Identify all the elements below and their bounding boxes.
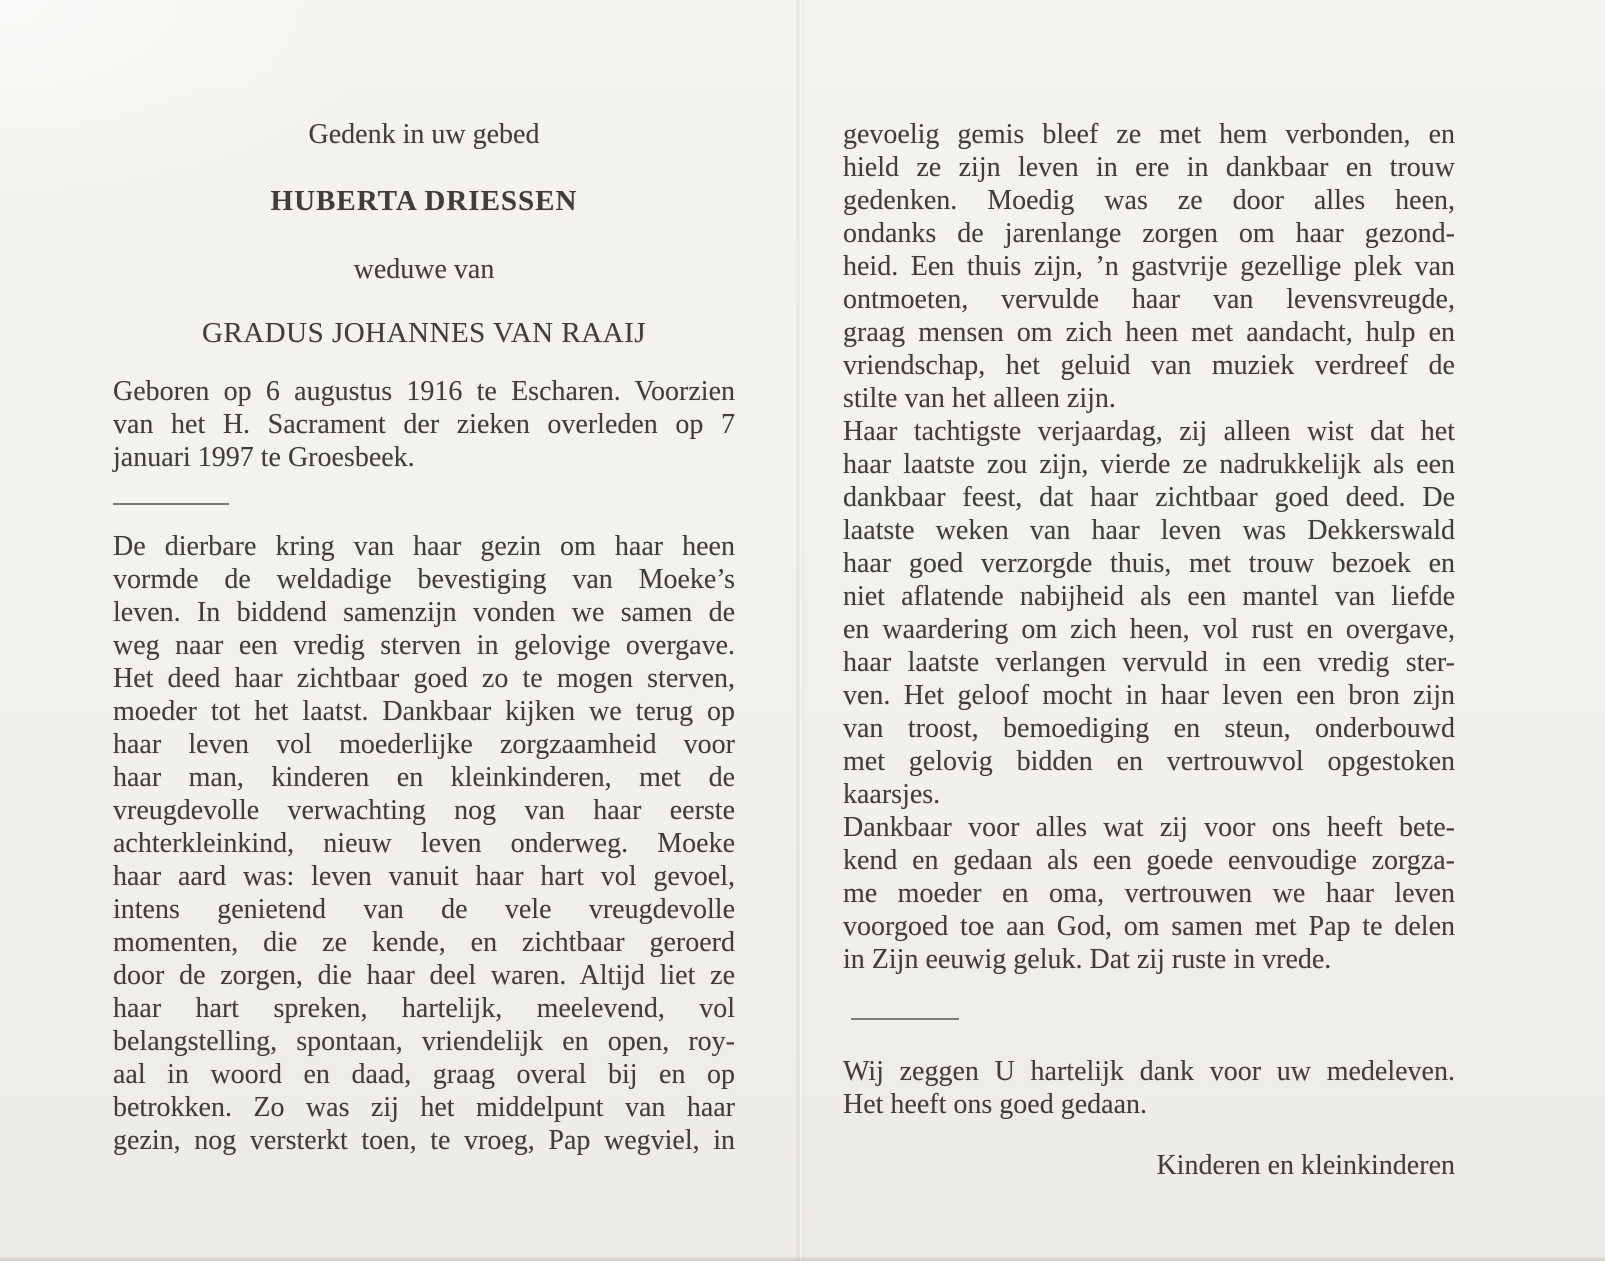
paragraph	[843, 811, 1455, 976]
text-line: gezin, nog versterkt toen, te vroeg, Pap wegviel, in	[113, 1125, 735, 1156]
left-body-paragraph	[113, 530, 735, 1157]
signature-line: Kinderen en kleinkinderen	[1156, 1150, 1455, 1181]
text-line: stilte van het alleen zijn.	[843, 383, 1116, 414]
vital-record-paragraph	[113, 375, 735, 474]
text-line: met gelovig bidden en vertrouwvol opgestoken	[843, 746, 1455, 777]
text-line: door de zorgen, die haar deel waren. Altijd liet ze	[113, 960, 735, 991]
right-page	[843, 118, 1455, 1182]
text-line: haar aard was: leven vanuit haar hart vol gevoel,	[113, 861, 735, 892]
text-line: vormde de weldadige bevestiging van Moeke’s	[113, 564, 735, 595]
text-line: vriendschap, het geluid van muziek verdreef de	[843, 350, 1455, 381]
text-line: haar leven vol moederlijke zorgzaamheid voor	[113, 729, 735, 760]
paragraph	[843, 118, 1455, 415]
deceased-name-heading: HUBERTA DRIESSEN	[270, 185, 578, 217]
text-line: haar man, kinderen en kleinkinderen, met de	[113, 762, 735, 793]
text-line: me moeder en oma, vertrouwen we haar leven	[843, 878, 1455, 909]
text-line: januari 1997 te Groesbeek.	[113, 442, 415, 473]
text-line: intens genietend van de vele vreugdevolle	[113, 894, 735, 925]
text-line: graag mensen om zich heen met aandacht, hulp en	[843, 317, 1455, 348]
text-line: ven. Het geloof mocht in haar leven een bron zijn	[843, 680, 1455, 711]
relation-label: weduwe van	[353, 254, 495, 285]
text-line: hield ze zijn leven in ere in dankbaar en trouw	[843, 152, 1455, 183]
text-line: Het deed haar zichtbaar goed zo te mogen sterven,	[113, 663, 735, 694]
text-line: Het heeft ons goed gedaan.	[843, 1089, 1147, 1120]
text-line: van troost, bemoediging en steun, onderbouwd	[843, 713, 1455, 744]
text-line: De dierbare kring van haar gezin om haar heen	[113, 531, 735, 562]
text-line: gevoelig gemis bleef ze met hem verbonden, en	[843, 119, 1455, 150]
right-body-paragraphs	[843, 118, 1455, 976]
text-line: haar laatste verlangen vervuld in een vredig ster-	[843, 647, 1455, 678]
text-line: weg naar een vredig sterven in gelovige overgave.	[113, 630, 735, 661]
text-line: voorgoed toe aan God, om samen met Pap te delen	[843, 911, 1455, 942]
text-line: moeder tot het laatst. Dankbaar kijken we terug op	[113, 696, 735, 727]
section-divider	[113, 503, 229, 505]
text-line: Wij zeggen U hartelijk dank voor uw medeleven.	[843, 1056, 1455, 1087]
text-line: en waardering om zich heen, vol rust en overgave,	[843, 614, 1455, 645]
center-fold-crease	[795, 0, 805, 1261]
text-line: haar goed verzorgde thuis, met trouw bezoek en	[843, 548, 1455, 579]
text-line: haar laatste zou zijn, vierde ze nadrukkelijk als een	[843, 449, 1455, 480]
text-line: betrokken. Zo was zij het middelpunt van haar	[113, 1092, 735, 1123]
section-divider	[851, 1018, 959, 1020]
text-line: in Zijn eeuwig geluk. Dat zij ruste in vrede.	[843, 944, 1332, 975]
text-line: ondanks de jarenlange zorgen om haar gezond-	[843, 218, 1455, 249]
text-line: Geboren op 6 augustus 1916 te Escharen. Voorzien	[113, 376, 735, 407]
text-line: vreugdevolle verwachting nog van haar eerste	[113, 795, 735, 826]
text-line: Dankbaar voor alles wat zij voor ons heeft bete-	[843, 812, 1455, 843]
text-line: dankbaar feest, dat haar zichtbaar goed deed. De	[843, 482, 1455, 513]
text-line: laatste weken van haar leven was Dekkerswald	[843, 515, 1455, 546]
paragraph	[843, 415, 1455, 811]
text-line: ontmoeten, vervulde haar van levensvreugde,	[843, 284, 1455, 315]
text-line: achterkleinkind, nieuw leven onderweg. Moeke	[113, 828, 735, 859]
text-line: haar hart spreken, hartelijk, meelevend, vol	[113, 993, 735, 1024]
acknowledgement-paragraph	[843, 1055, 1455, 1121]
text-line: belangstelling, spontaan, vriendelijk en open, roy-	[113, 1026, 735, 1057]
text-line: niet aflatende nabijheid als een mantel van liefde	[843, 581, 1455, 612]
text-line: aal in woord en daad, graag overal bij en op	[113, 1059, 735, 1090]
text-line: gedenken. Moedig was ze door alles heen,	[843, 185, 1455, 216]
text-line: kend en gedaan als een goede eenvoudige zorgza-	[843, 845, 1455, 876]
invocation-heading: Gedenk in uw gebed	[308, 119, 540, 150]
text-line: kaarsjes.	[843, 779, 941, 810]
text-line: heid. Een thuis zijn, ’n gastvrije gezellige plek van	[843, 251, 1455, 282]
text-line: leven. In biddend samenzijn vonden we samen de	[113, 597, 735, 628]
text-line: momenten, die ze kende, en zichtbaar geroerd	[113, 927, 735, 958]
text-line: Haar tachtigste verjaardag, zij alleen wist dat het	[843, 416, 1455, 447]
spouse-name-heading: GRADUS JOHANNES VAN RAAIJ	[201, 317, 647, 349]
text-line: van het H. Sacrament der zieken overleden op 7	[113, 409, 735, 440]
left-page	[113, 118, 735, 1157]
